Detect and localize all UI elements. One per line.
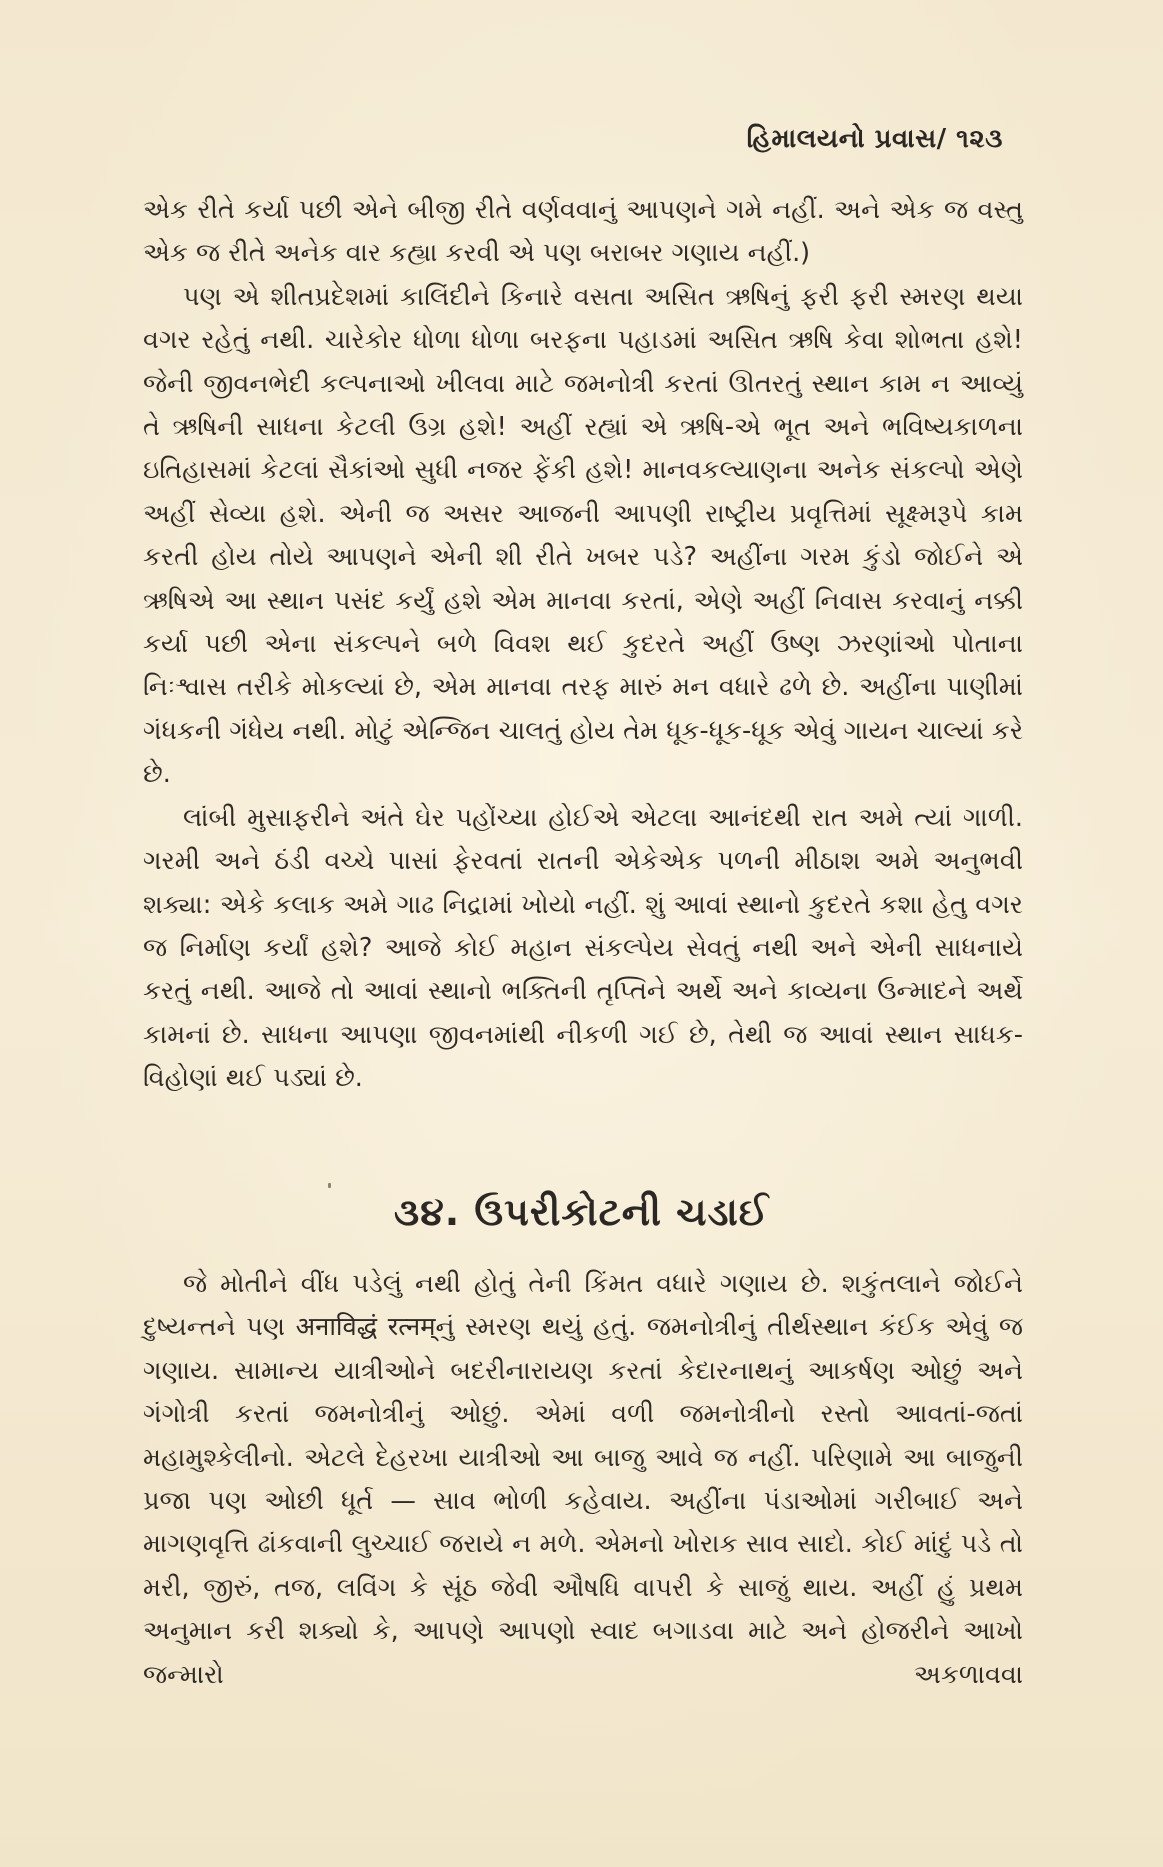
paragraph: એક રીતે કર્યા પછી એને બીજી રીતે વર્ણવવાનું આપણને ગમે નહીં. અને એક જ વસ્તુ એક જ રીતે અનેક વાર કહ્યા કરવી એ પણ બરાબર ગણાય નહીં.) [143, 195, 1023, 269]
paragraph: પણ એ શીતપ્રદેશમાં કાલિંદીને કિનારે વસતા અસિત ઋષિનું ફરી ફરી સ્મરણ થયા વગર રહેતું નથી. ચારેકોર ધોળા ધોળા બરફના પહાડમાં અસિત ઋષિ કેવા શોભતા હશે! જેની જીવનભેદી કલ્પનાઓ ખીલવા માટે જમનોત્રી કરતાં ઊતરતું સ્થાન કામ ન આવ્યું તે ઋષિની સાધના કેટલી ઉગ્ર હશે! અહીં રહ્યાં એ ઋષિ-એ ભૂત અને ભવિષ્યકાળના ઇતિહાસમાં કેટલાં સૈકાંઓ સુધી નજર ફેંકી હશે! માનવકલ્યાણના અનેક સંકલ્પો એણે અહીં સેવ્યા હશે. એની જ અસર આજની આપણી રાષ્ટ્રીય પ્રવૃત્તિમાં સૂક્ષ્મરૂપે કામ કરતી હોય તોયે આપણને એની શી રીતે ખબર પડે? અહીંના ગરમ કુંડો જોઈને એ ઋષિએ આ સ્થાન પસંદ કર્યું હશે એમ માનવા કરતાં, એણે અહીં નિવાસ કરવાનું નક્કી કર્યા પછી એના સંકલ્પને બળે વિવશ થઈ કુદરતે અહીં ઉષ્ણ ઝરણાંઓ પોતાના નિઃશ્વાસ તરીકે મોકલ્યાં છે, એમ માનવા તરફ મારું મન વધારે ઢળે છે. અહીંના પાણીમાં ગંધકની ગંધેય નથી. મોટું એન્જિન ચાલતું હોય તેમ ધૂક-ધૂક-ધૂક એવું ગાયન ચાલ્યાં કરે છે. [143, 281, 1023, 790]
paragraph: લાંબી મુસાફરીને અંતે ઘેર પહોંચ્યા હોઈએ એટલા આનંદથી રાત અમે ત્યાં ગાળી. ગરમી અને ઠંડી વચ્ચે પાસાં ફેરવતાં રાતની એકેએક પળની મીઠાશ અમે અનુભવી શક્યા: એકે કલાક અમે ગાઢ નિદ્રામાં ખોયો નહીં. શું આવાં સ્થાનો કુદરતે કશા હેતુ વગર જ નિર્માણ કર્યાં હશે? આજે કોઈ મહાન સંકલ્પેય સેવતું નથી અને એની સાધનાયે કરતું નથી. આજે તો આવાં સ્થાનો ભક્તિની તૃપ્તિને અર્થે અને કાવ્યના ઉન્માદને અર્થે કામનાં છે. સાધના આપણા જીવનમાંથી નીકળી ગઈ છે, તેથી જ આવાં સ્થાન સાધક-વિહોણાં થઈ પડ્યાં છે. [143, 802, 1023, 1094]
paragraph: જે મોતીને વીંધ પડેલું નથી હોતું તેની કિંમત વધારે ગણાય છે. શકુંતલાને જોઈને દુષ્યન્તને પણ अनाविद्धं रत्नम्નું સ્મરણ થયું હતું. જમનોત્રીનું તીર્થસ્થાન કંઈક એવું જ ગણાય. સામાન્ય યાત્રીઓને બદરીનારાયણ કરતાં કેદારનાથનું આકર્ષણ ઓછું અને ગંગોત્રી કરતાં જમનોત્રીનું ઓછું. એમાં વળી જમનોત્રીનો રસ્તો આવતાં-જતાં મહામુશ્કેલીનો. એટલે દેહરખા યાત્રીઓ આ બાજુ આવે જ નહીં. પરિણામે આ બાજુની પ્રજા પણ ઓછી ધૂર્ત — સાવ ભોળી કહેવાય. અહીંના પંડાઓમાં ગરીબાઈ અને માગણવૃત્તિ ઢાંકવાની લુચ્ચાઈ જરાયે ન મળે. એમનો ખોરાક સાવ સાદો. કોઈ માંદું પડે તો મરી, જીરું, તજ, લવિંગ કે સૂંઠ જેવી ઔષધિ વાપરી કે સાજું થાય. અહીં હું પ્રથમ અનુમાન કરી શક્યો કે, આપણે આપણો સ્વાદ બગાડવા માટે અને હોજરીને આખો જન્મારો અકળાવવા [143, 1269, 1023, 1690]
chapter-text [143, 1263, 1023, 1697]
chapter-heading: ૩૪. ઉપરીકોટની ચડાઈ [393, 1190, 770, 1234]
running-header: હિમાલયનો પ્રવાસ/ ૧૨૩ [746, 124, 1003, 154]
page-speck [328, 1183, 331, 1188]
section-text [143, 189, 1023, 1101]
